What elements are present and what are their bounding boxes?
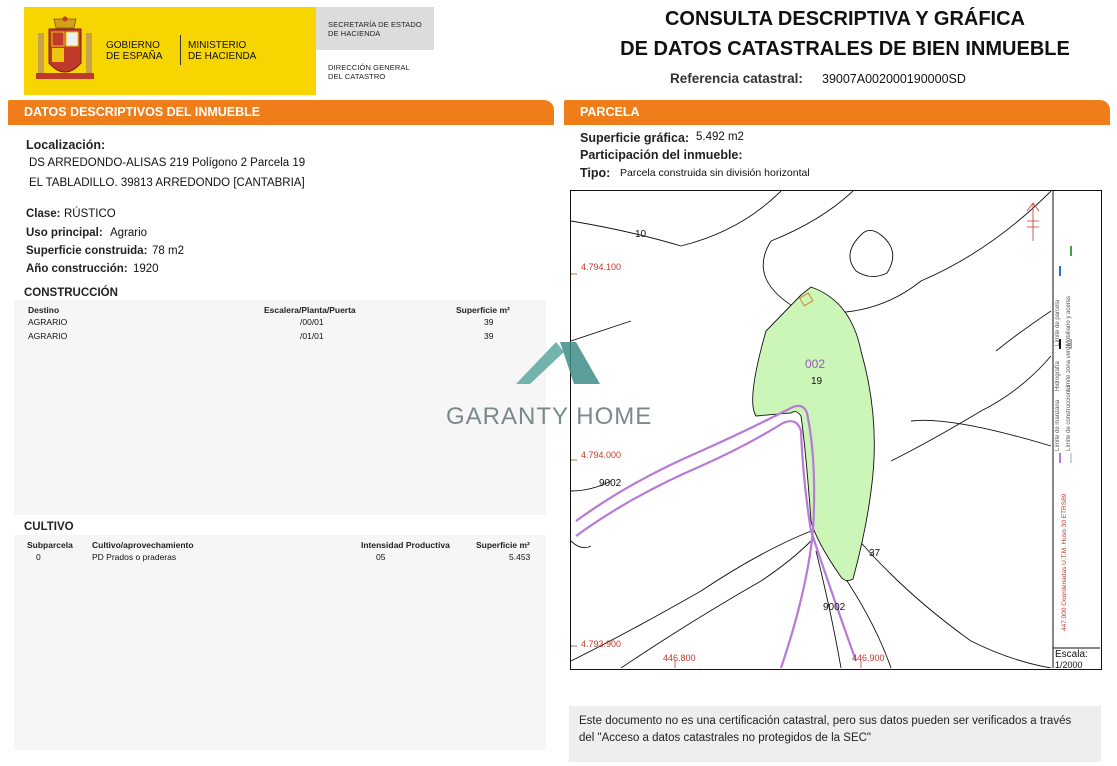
table-cell: AGRARIO — [28, 331, 68, 341]
table-cell: /01/01 — [300, 331, 324, 341]
anio-label: Año construcción: — [26, 263, 128, 275]
anio-value: 1920 — [133, 263, 159, 275]
construccion-title: CONSTRUCCIÓN — [24, 287, 118, 299]
coord-label: 4.793.900 — [581, 639, 622, 649]
legend-limite-construcciones: Límite de construcciones — [1066, 384, 1072, 451]
table-header: Superficie m² — [456, 305, 510, 315]
disclaimer-box — [569, 706, 1101, 762]
coord-label: 4.794.100 — [581, 262, 622, 272]
table-cell: 39 — [484, 331, 494, 341]
direccion-text: DIRECCIÓN GENERAL DEL CATASTRO — [328, 63, 410, 81]
page-title-line2: DE DATOS CATASTRALES DE BIEN INMUEBLE — [620, 38, 1070, 60]
table-header: Destino — [28, 305, 60, 315]
section-rule — [8, 122, 554, 125]
uso-value: Agrario — [110, 227, 148, 239]
legend-coords: 447.000 Coordenadas U.T.M. Huso 30 ETRS89 — [1061, 493, 1068, 631]
secretaria-block — [316, 7, 434, 50]
coat-of-arms-icon — [34, 15, 96, 87]
divider — [180, 35, 181, 65]
sup-grafica-label: Superficie gráfica: — [580, 131, 690, 145]
table-header: Subparcela — [27, 540, 73, 550]
table-header: Escalera/Planta/Puerta — [264, 305, 356, 315]
map-label-9002: 9002 — [823, 602, 846, 613]
disclaimer-text: Este documento no es una certificación catastral, pero sus datos pueden ser verificados a través del "Acceso a datos catastrales no protegidos de la SEC" — [579, 715, 1072, 744]
clase-value: RÚSTICO — [64, 208, 116, 220]
ministerio-text: MINISTERIO DE HACIENDA — [188, 40, 257, 62]
table-cell: AGRARIO — [28, 317, 68, 327]
table-header: Superficie m² — [476, 540, 530, 550]
table-cell: 39 — [484, 317, 494, 327]
table-header: Cultivo/aprovechamiento — [92, 540, 194, 550]
legend-mobiliario: Mobiliario y aceras — [1066, 295, 1072, 346]
cultivo-title: CULTIVO — [24, 521, 74, 533]
table-cell: /00/01 — [300, 317, 324, 327]
superficie-label: Superficie construida: — [26, 245, 148, 257]
map-label-19: 19 — [811, 376, 823, 387]
uso-label: Uso principal: — [26, 227, 103, 239]
coord-label: 4.794.000 — [581, 450, 622, 460]
legend-hidrografia: Hidrografía — [1055, 361, 1061, 391]
legend-limite-zona-verde: Límite zona verde — [1066, 343, 1072, 391]
participacion-label: Participación del inmueble: — [580, 148, 743, 162]
table-cell: 05 — [376, 552, 386, 562]
page-title-line1: CONSULTA DESCRIPTIVA Y GRÁFICA — [664, 8, 1026, 30]
sup-grafica-value: 5.492 m2 — [696, 131, 744, 143]
section-header-parcela: PARCELA — [564, 100, 1110, 122]
watermark-text: GARANTY HOME — [446, 403, 653, 430]
section-rule — [564, 122, 1110, 125]
superficie-value: 78 m2 — [152, 245, 184, 257]
localizacion-label: Localización: — [26, 138, 106, 152]
legend-limite-manzana: Límite de manzana — [1055, 399, 1061, 451]
table-cell: 0 — [36, 552, 41, 562]
localizacion-line1: DS ARREDONDO-ALISAS 219 Polígono 2 Parcela 19 — [29, 157, 306, 169]
scale-label: Escala: — [1055, 649, 1088, 660]
map-label-002: 002 — [805, 357, 826, 371]
garanty-home-logo-icon — [516, 338, 602, 386]
government-logo-block — [24, 7, 316, 95]
gobierno-text: GOBIERNO DE ESPAÑA — [106, 40, 163, 62]
secretaria-text: SECRETARÍA DE ESTADO DE HACIENDA — [328, 20, 422, 38]
map-label-37: 37 — [869, 548, 881, 559]
tipo-value: Parcela construida sin división horizontal — [620, 167, 810, 179]
scale-value: 1/2000 — [1055, 660, 1083, 670]
legend-limite-parcela: Límite de parcela — [1055, 299, 1061, 346]
coord-label: 446.800 — [663, 653, 696, 663]
localizacion-line2: EL TABLADILLO. 39813 ARREDONDO [CANTABRIA] — [29, 177, 305, 189]
clase-label: Clase: — [26, 208, 61, 220]
table-cell: PD Prados o praderas — [92, 552, 177, 562]
cultivo-panel — [14, 535, 546, 750]
table-cell: 5.453 — [509, 552, 531, 562]
coord-label: 446.900 — [852, 653, 885, 663]
map-label-9002: 9002 — [599, 478, 622, 489]
ref-value: 39007A002000190000SD — [822, 72, 966, 86]
ref-label: Referencia catastral: — [670, 71, 803, 86]
section-header-datos: DATOS DESCRIPTIVOS DEL INMUEBLE — [8, 100, 554, 122]
table-header: Intensidad Productiva — [361, 540, 450, 550]
tipo-label: Tipo: — [580, 166, 611, 180]
map-label-10: 10 — [635, 229, 647, 240]
